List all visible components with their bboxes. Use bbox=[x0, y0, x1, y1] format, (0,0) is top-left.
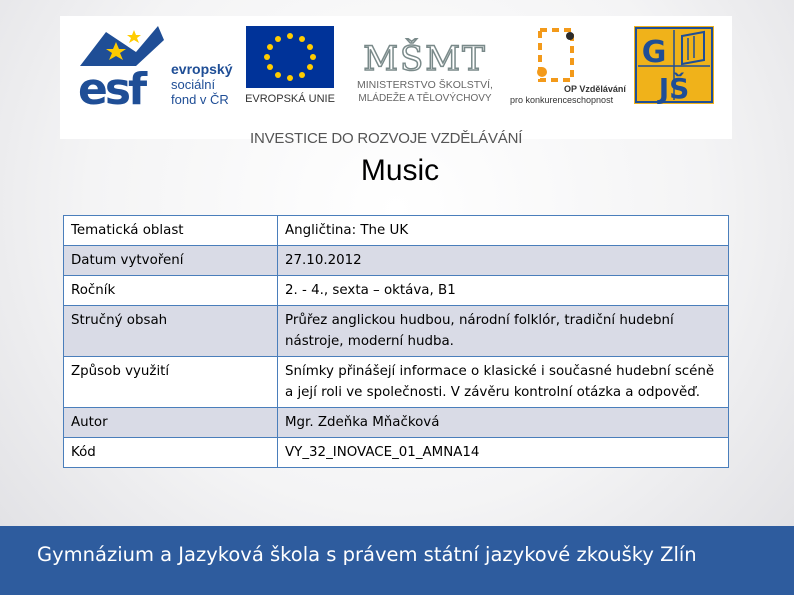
esf-logo bbox=[76, 22, 246, 108]
eu-caption: EVROPSKÁ UNIE bbox=[245, 93, 335, 105]
msmt-line1: MINISTERSTVO ŠKOLSTVÍ, bbox=[357, 79, 493, 91]
row-label: Tematická oblast bbox=[64, 216, 278, 246]
msmt-mark: MŠMT bbox=[363, 39, 487, 79]
esf-wordmark: esf bbox=[78, 64, 145, 108]
row-value: 2. - 4., sexta – oktáva, B1 bbox=[278, 276, 729, 306]
slide-title: Music bbox=[360, 154, 440, 187]
row-label: Stručný obsah bbox=[64, 306, 278, 357]
msmt-logo bbox=[340, 20, 510, 104]
logo-banner bbox=[60, 16, 732, 147]
footer-school-name: Gymnázium a Jazyková škola s právem státní jazykové zkoušky Zlín bbox=[37, 543, 697, 566]
table-row bbox=[64, 357, 729, 408]
footer-bar bbox=[0, 526, 794, 595]
gjs-bottom-letters: JŠ bbox=[658, 72, 690, 105]
row-value: Snímky přinášejí informace o klasické i současné hudební scéně a její roli ve společnosti. V závěru kontrolní otázka a odpověď. bbox=[278, 357, 729, 408]
esf-line2: sociální bbox=[171, 77, 216, 92]
row-value: Průřez anglickou hudbou, národní folklór, tradiční hudební nástroje, moderní hudba. bbox=[278, 306, 729, 357]
esf-line3: fond v ČR bbox=[171, 92, 229, 107]
table-row bbox=[64, 216, 729, 246]
op-vzdelavani-logo bbox=[508, 24, 632, 106]
row-label: Kód bbox=[64, 438, 278, 468]
op-line1: OP Vzdělávání bbox=[564, 84, 626, 94]
gjs-school-logo bbox=[634, 26, 716, 106]
gjs-top-letter: G bbox=[641, 35, 667, 70]
metadata-table bbox=[63, 215, 729, 468]
row-label: Datum vytvoření bbox=[64, 246, 278, 276]
row-value: Mgr. Zdeňka Mňačková bbox=[278, 408, 729, 438]
eu-flag-logo bbox=[242, 26, 338, 106]
table-row bbox=[64, 276, 729, 306]
table-row bbox=[64, 408, 729, 438]
msmt-line2: MLÁDEŽE A TĚLOVÝCHOVY bbox=[358, 93, 492, 104]
row-label: Způsob využití bbox=[64, 357, 278, 408]
row-label: Ročník bbox=[64, 276, 278, 306]
row-value: 27.10.2012 bbox=[278, 246, 729, 276]
row-label: Autor bbox=[64, 408, 278, 438]
row-value: VY_32_INOVACE_01_AMNA14 bbox=[278, 438, 729, 468]
row-value: Angličtina: The UK bbox=[278, 216, 729, 246]
op-line2: pro konkurenceschopnost bbox=[510, 95, 614, 105]
table-row bbox=[64, 246, 729, 276]
table-row bbox=[64, 306, 729, 357]
banner-caption: INVESTICE DO ROZVOJE VZDĚLÁVÁNÍ bbox=[250, 130, 523, 147]
esf-line1: evropský bbox=[171, 61, 233, 77]
table-row bbox=[64, 438, 729, 468]
